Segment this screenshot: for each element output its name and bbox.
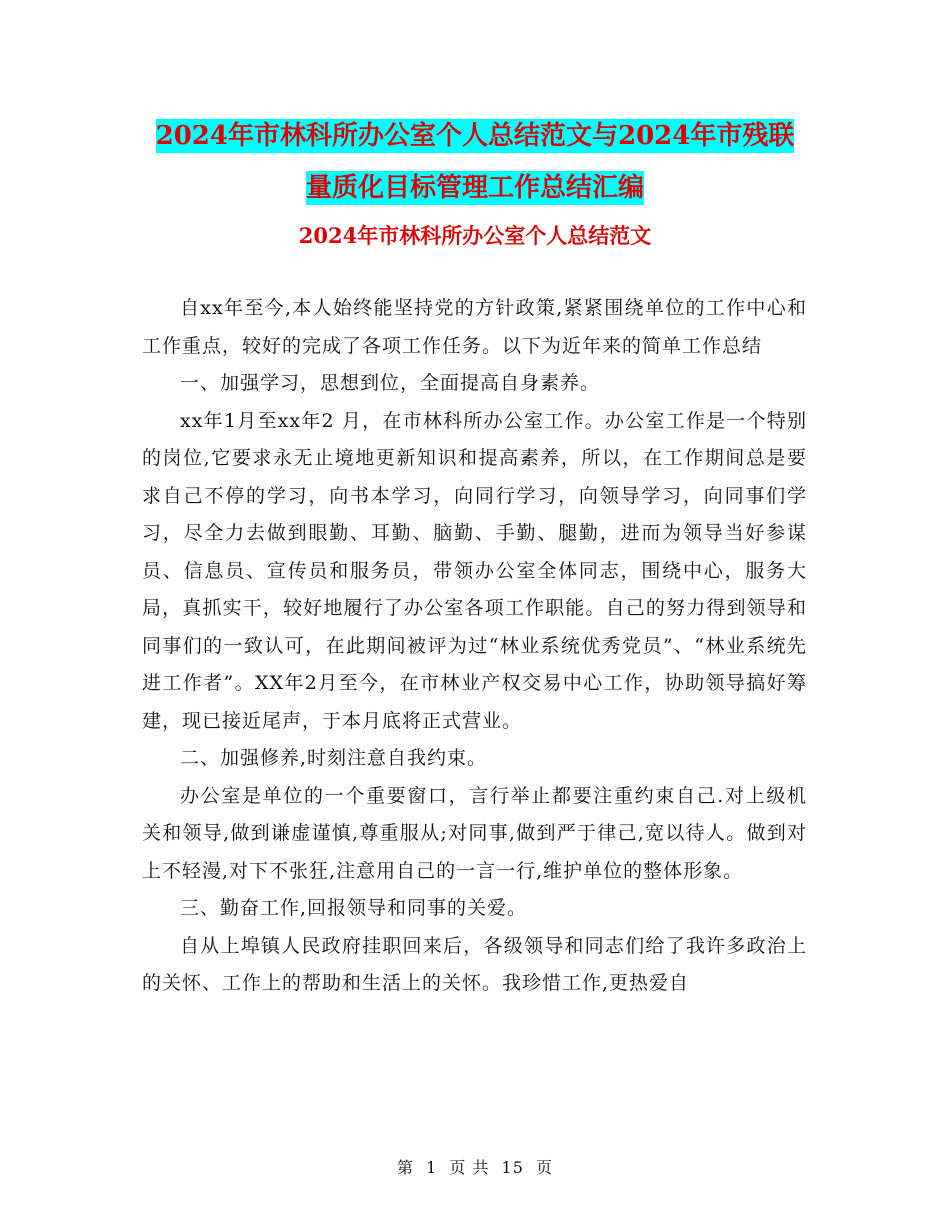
total-pages: 15 (501, 1158, 524, 1177)
document-title (140, 110, 810, 214)
body-text (142, 290, 807, 1003)
footer-prefix: 第 (396, 1158, 414, 1177)
page-number: 1 (426, 1158, 438, 1177)
paragraph: 办公室是单位的一个重要窗口，言行举止都要注重约束自己.对上级机关和领导,做到谦虚谨慎,尊重服从;对同事,做到严于律己,宽以待人。做到对上不轻漫,对下不张狂,注意用自己的一言一行,维护单位的整体形象。 (142, 784, 807, 882)
footer-suffix: 页 (536, 1158, 554, 1177)
paragraph: 自xx年至今,本人始终能坚持党的方针政策,紧紧围绕单位的工作中心和工作重点，较好的完成了各项工作任务。以下为近年来的简单工作总结 (142, 297, 807, 357)
title-line-1: 2024年市林科所办公室个人总结范文与2024年市残联 (155, 121, 795, 151)
section-title: 2024年市林科所办公室个人总结范文 (298, 223, 652, 248)
heading-paragraph: 一、加强学习，思想到位，全面提高自身素养。 (180, 372, 601, 394)
title-line-2: 量质化目标管理工作总结汇编 (305, 173, 644, 203)
footer-middle: 页 共 (449, 1158, 490, 1177)
paragraph: 自从上埠镇人民政府挂职回来后，各级领导和同志们给了我许多政治上的关怀、工作上的帮助和生活上的关怀。我珍惜工作,更热爱自 (142, 934, 807, 994)
page-footer (0, 1155, 950, 1178)
paragraph: xx年1月至xx年2 月，在市林科所办公室工作。办公室工作是一个特别的岗位,它要求永无止境地更新知识和提高素养，所以，在工作期间总是要求自己不停的学习，向书本学习，向同行学习，向领导学习，向同事们学习，尽全力去做到眼勤、耳勤、脑勤、手勤、腿勤，进而为领导当好参谋员、信息员、宣传员和服务员，带领办公室全体同志，围绕中心，服务大局，真抓实干，较好地履行了办公室各项工作职能。自己的努力得到领导和同事们的一致认可，在此期间被评为过“林业系统优秀党员”、“林业系统先进工作者”。XX年2月至今，在市林业产权交易中心工作，协助领导搞好筹建，现已接近尾声，于本月底将正式营业。 (142, 409, 807, 732)
heading-paragraph: 三、勤奋工作,回报领导和同事的关爱。 (180, 897, 528, 919)
heading-paragraph: 二、加强修养,时刻注意自我约束。 (180, 747, 488, 769)
